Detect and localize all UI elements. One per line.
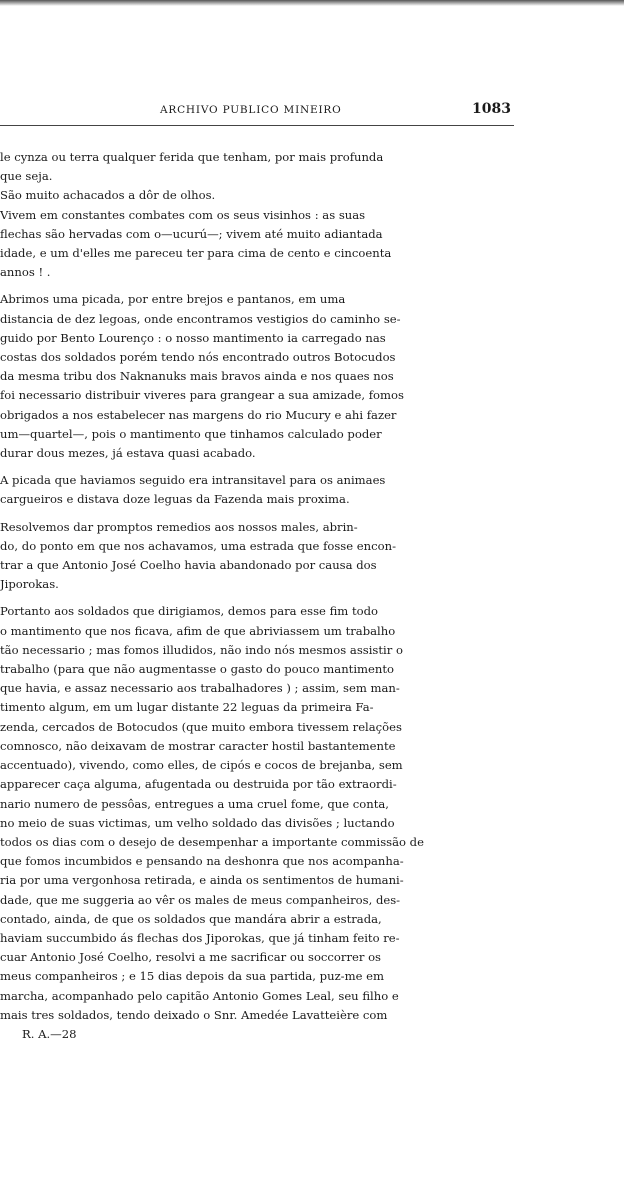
paragraph-4: Abrimos uma picada, por entre brejos e pantanos, em uma distancia de dez legoas, onde encontramos vestigios do caminho se- guido por Bento Lourenço : o nosso mantimento ia carregado nas costas dos soldados porém tendo nós encontrado outros Botocudos da mesma tribu dos Naknanuks mais bravos ainda e nos quaes nos foi necessario distribuir viveres para grangear a sua amizade, fomos obrigados a nos estabelecer nas margens do rio Mucury e ahi fazer um—quartel—, pois o mantimento que tinhamos calculado poder durar dous mezes, já estava quasi acabado.	[0, 292, 404, 461]
header-rule	[0, 125, 514, 126]
running-title: ARCHIVO PUBLICO MINEIRO	[160, 104, 342, 116]
paragraph-2: São muito achacados a dôr de olhos.	[0, 188, 216, 203]
paragraph-7: Portanto aos soldados que dirigiamos, demos para esse fim todo o mantimento que nos ficava, afim de que abriviassem um trabalho tão necessario ; mas fomos illudidos, não indo nós mesmos assistir o trabalho (para que não augmentasse o gasto do pouco mantimento que havia, e assaz necessario aos trabalhadores ) ; assim, sem man- timento algum, em um lugar distante 22 leguas da primeira Fa- zenda, cercados de Botocudos (que muito embora tivessem relações comnosco, não deixavam de mostrar caracter hostil bastantemente accentuado), vivendo, como elles, de cipós e cocos de brejanba, sem apparecer caça alguma, afugentada ou destruida por tão extraordi- nario numero de pessôas, entregues a uma cruel fome, que conta, no meio de suas victimas, um velho soldado das divisões ; luctando todos os dias com o desejo de desempenhar a importante commissão de que fomos incumbidos e pensando na deshonra que nos acompanha- ria por uma vergonhosa retirada, e ainda os sentimentos de humani- dade, que me suggeria ao vêr os males de meus companheiros, des- contado, ainda, de que os soldados que mandára abrir a estrada, haviam succumbido ás flechas dos Jiporokas, que já tinham feito re- cuar Antonio José Coelho, resolvi a me sacrificar ou soccorrer os meus companheiros ; e 15 dias depois da sua partida, puz-me em marcha, acompanhado pelo capitão Antonio Gomes Leal, seu filho e mais tres soldados, tendo deixado o Snr. Amedée Lavatteière com	[0, 604, 424, 1022]
paragraph-1: le cynza ou terra qualquer ferida que tenham, por mais profunda que seja.	[0, 150, 384, 184]
page-number: 1083	[472, 101, 511, 117]
signature-mark: R. A.—28	[22, 1027, 77, 1041]
paragraph-6: Resolvemos dar promptos remedios aos nossos males, abrin- do, do ponto em que nos achavamos, uma estrada que fosse encon- trar a que Antonio José Coelho havia abandonado por causa dos Jiporokas.	[0, 519, 396, 592]
paragraph-3: Vivem em constantes combates com os seus visinhos : as suas flechas são hervadas com o—ucurú—; vivem até muito adiantada idade, e um d'elles me pareceu ter para cima de cento e cincoenta annos ! .	[0, 207, 392, 280]
paragraph-5: A picada que haviamos seguido era intransitavel para os animaes cargueiros e distava doze leguas da Fazenda mais proxima.	[0, 473, 386, 507]
running-header	[0, 101, 624, 121]
body-text	[0, 148, 514, 1025]
